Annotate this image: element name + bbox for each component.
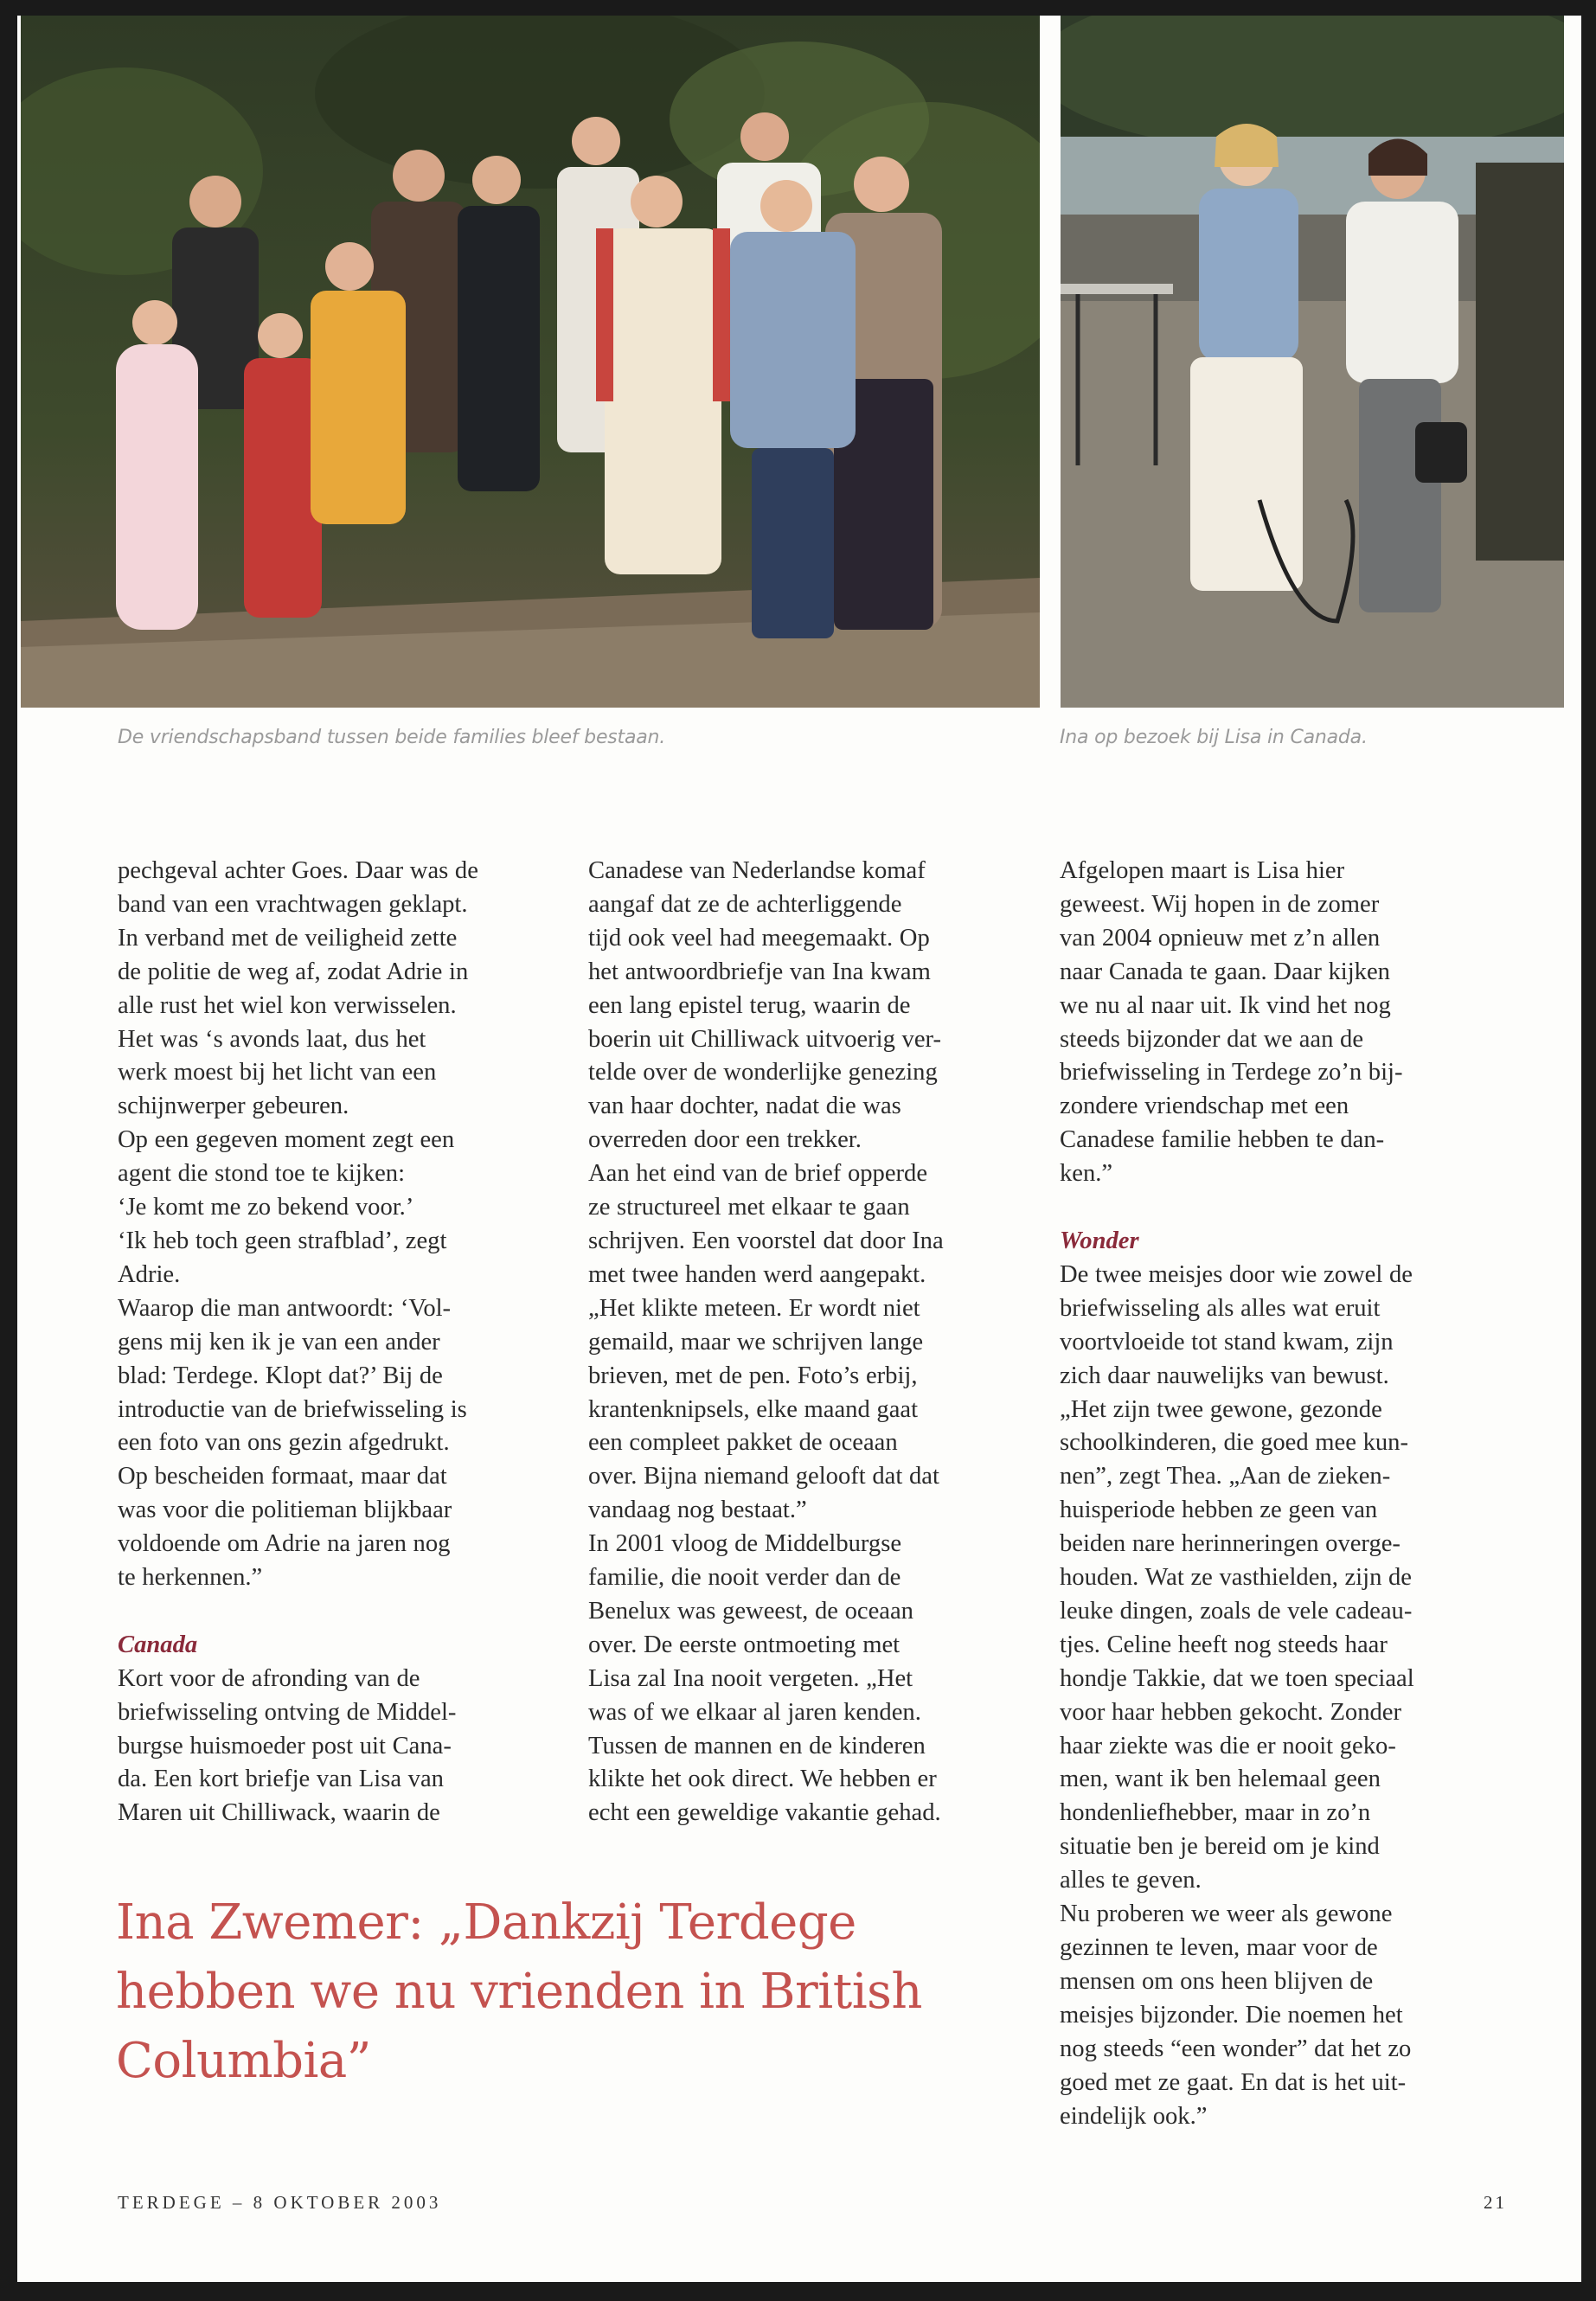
text-line: naar Canada te gaan. Daar kijken <box>1060 958 1390 985</box>
text-line: Waarop die man antwoordt: ‘Vol- <box>118 1294 452 1322</box>
text-line: ‘Ik heb toch geen strafblad’, zegt <box>118 1227 447 1254</box>
text-line: steeds bijzonder dat we aan de <box>1060 1025 1364 1053</box>
text-line: pechgeval achter Goes. Daar was de <box>118 857 478 884</box>
text-line: Benelux was geweest, de oceaan <box>588 1597 913 1625</box>
text-line: schoolkinderen, die goed mee kun- <box>1060 1429 1408 1457</box>
text-line: hondje Takkie, dat we toen speciaal <box>1060 1664 1414 1692</box>
pull-quote-line: Columbia” <box>116 2033 371 2089</box>
text-line: Tussen de mannen en de kinderen <box>588 1732 926 1759</box>
text-line: van 2004 opnieuw met z’n allen <box>1060 924 1381 952</box>
text-line: „Het klikte meteen. Er wordt niet <box>588 1294 920 1322</box>
text-line: tijd ook veel had meegemaakt. Op <box>588 924 930 952</box>
text-line: Lisa zal Ina nooit vergeten. „Het <box>588 1664 913 1692</box>
text-line: nog steeds “een wonder” dat het zo <box>1060 2035 1412 2062</box>
right-photo-caption: Ina op bezoek bij Lisa in Canada. <box>1060 727 1368 748</box>
left-photo-caption: De vriendschapsband tussen beide families bleef bestaan. <box>118 727 666 748</box>
text-line: we nu al naar uit. Ik vind het nog <box>1060 991 1391 1019</box>
text-line: de politie de weg af, zodat Adrie in <box>118 958 469 985</box>
text-line: „Het zijn twee gewone, gezonde <box>1060 1395 1382 1423</box>
text-line: telde over de wonderlijke genezing <box>588 1059 938 1086</box>
text-line: ze structureel met elkaar te gaan <box>588 1194 910 1221</box>
text-line: over. Bijna niemand gelooft dat dat <box>588 1463 939 1490</box>
text-line: over. De eerste ontmoeting met <box>588 1631 901 1658</box>
text-line: een foto van ons gezin afgedrukt. <box>118 1429 450 1457</box>
text-line: brieven, met de pen. Foto’s erbij, <box>588 1362 918 1389</box>
text-line: gemaild, maar we schrijven lange <box>588 1328 924 1356</box>
text-line: zich daar nauwelijks van bewust. <box>1060 1362 1389 1389</box>
text-line: nen”, zegt Thea. „Aan de zieken- <box>1060 1463 1391 1490</box>
text-line: klikte het ook direct. We hebben er <box>588 1766 937 1793</box>
text-line: Maren uit Chilliwack, waarin de <box>118 1799 440 1827</box>
text-line: Aan het eind van de brief opperde <box>588 1160 928 1188</box>
text-line <box>1060 1191 1509 1225</box>
text-line: Adrie. <box>118 1260 181 1288</box>
text-line: houden. Wat ze vasthielden, zijn de <box>1060 1564 1413 1592</box>
text-line: overreden door een trekker. <box>588 1126 862 1154</box>
text-line: boerin uit Chilliwack uitvoerig ver- <box>588 1025 941 1053</box>
text-line: aangaf dat ze de achterliggende <box>588 890 902 918</box>
section-subhead: Wonder <box>1060 1227 1139 1254</box>
text-line: alles te geven. <box>1060 1867 1202 1894</box>
text-line: situatie ben je bereid om je kind <box>1060 1833 1380 1861</box>
text-line: voortvloeide tot stand kwam, zijn <box>1060 1328 1394 1356</box>
text-line: was voor die politieman blijkbaar <box>118 1497 452 1524</box>
text-line: vandaag nog bestaat.” <box>588 1497 807 1524</box>
text-line: echt een geweldige vakantie gehad. <box>588 1799 941 1827</box>
text-line: schrijven. Een voorstel dat door Ina <box>588 1227 944 1254</box>
text-column-1 <box>118 855 567 1830</box>
text-line: briefwisseling in Terdege zo’n bij- <box>1060 1059 1403 1086</box>
text-column-3 <box>1060 855 1509 2133</box>
text-line: beiden nare herinneringen overge- <box>1060 1530 1401 1558</box>
text-line: da. Een kort briefje van Lisa van <box>118 1766 444 1793</box>
magazine-page <box>17 16 1581 2282</box>
text-line: schijnwerper gebeuren. <box>118 1093 349 1120</box>
text-column-2 <box>588 855 1038 1830</box>
text-line: agent die stond toe te kijken: <box>118 1160 406 1188</box>
text-line: gens mij ken ik je van een ander <box>118 1328 440 1356</box>
text-line: van haar dochter, nadat die was <box>588 1093 901 1120</box>
text-line: eindelijk ook.” <box>1060 2102 1208 2130</box>
text-line: In 2001 vloog de Middelburgse <box>588 1530 902 1558</box>
text-line: tjes. Celine heeft nog steeds haar <box>1060 1631 1388 1658</box>
publication-footer: TERDEGE – 8 OKTOBER 2003 <box>118 2192 442 2213</box>
section-subhead: Canada <box>118 1631 198 1658</box>
family-group-photo <box>21 16 1040 708</box>
text-line: introductie van de briefwisseling is <box>118 1395 467 1423</box>
text-line: In verband met de veiligheid zette <box>118 924 458 952</box>
text-line: ‘Je komt me zo bekend voor.’ <box>118 1194 414 1221</box>
text-line: voldoende om Adrie na jaren nog <box>118 1530 451 1558</box>
text-line: briefwisseling als alles wat eruit <box>1060 1294 1381 1322</box>
text-line: leuke dingen, zoals de vele cadeau- <box>1060 1597 1413 1625</box>
ina-lisa-photo <box>1061 16 1564 708</box>
text-line: gezinnen te leven, maar voor de <box>1060 1934 1378 1961</box>
text-line: Nu proberen we weer als gewone <box>1060 1900 1393 1928</box>
text-line: was of we elkaar al jaren kenden. <box>588 1698 921 1726</box>
text-line: huisperiode hebben ze geen van <box>1060 1497 1378 1524</box>
text-line: blad: Terdege. Klopt dat?’ Bij de <box>118 1362 443 1389</box>
text-line: band van een vrachtwagen geklapt. <box>118 890 468 918</box>
text-line: burgse huismoeder post uit Cana- <box>118 1732 452 1759</box>
text-line: De twee meisjes door wie zowel de <box>1060 1260 1413 1288</box>
text-line: krantenknipsels, elke maand gaat <box>588 1395 919 1423</box>
text-line: voor haar hebben gekocht. Zonder <box>1060 1698 1402 1726</box>
pull-quote-line: Ina Zwemer: „Dankzij Terdege <box>116 1894 856 1951</box>
text-line: zondere vriendschap met een <box>1060 1093 1349 1120</box>
text-line: familie, die nooit verder dan de <box>588 1564 901 1592</box>
text-line: Op een gegeven moment zegt een <box>118 1126 455 1154</box>
text-line: mensen om ons heen blijven de <box>1060 1967 1374 1995</box>
text-line: Canadese familie hebben te dan- <box>1060 1126 1385 1154</box>
text-line: te herkennen.” <box>118 1564 263 1592</box>
text-line: het antwoordbriefje van Ina kwam <box>588 958 931 985</box>
text-line: Het was ‘s avonds laat, dus het <box>118 1025 426 1053</box>
text-line: Afgelopen maart is Lisa hier <box>1060 857 1345 884</box>
text-line: hondenliefhebber, maar in zo’n <box>1060 1799 1371 1827</box>
text-line: briefwisseling ontving de Middel- <box>118 1698 457 1726</box>
page-number: 21 <box>1484 2192 1507 2213</box>
text-line: een lang epistel terug, waarin de <box>588 991 911 1019</box>
text-line: met twee handen werd aangepakt. <box>588 1260 926 1288</box>
text-line: ken.” <box>1060 1160 1113 1188</box>
text-line: geweest. Wij hopen in de zomer <box>1060 890 1380 918</box>
pull-quote <box>116 1888 922 2096</box>
text-line: haar ziekte was die er nooit geko- <box>1060 1732 1396 1759</box>
text-line: Kort voor de afronding van de <box>118 1664 420 1692</box>
text-line: werk moest bij het licht van een <box>118 1059 437 1086</box>
text-line: Op bescheiden formaat, maar dat <box>118 1463 447 1490</box>
text-line: meisjes bijzonder. Die noemen het <box>1060 2001 1403 2029</box>
pull-quote-line: hebben we nu vrienden in British <box>116 1964 922 2020</box>
text-line: alle rust het wiel kon verwisselen. <box>118 991 457 1019</box>
text-line: goed met ze gaat. En dat is het uit- <box>1060 2068 1407 2096</box>
text-line <box>118 1595 567 1629</box>
text-line: Canadese van Nederlandse komaf <box>588 857 926 884</box>
text-line: men, want ik ben helemaal geen <box>1060 1766 1381 1793</box>
text-line: een compleet pakket de oceaan <box>588 1429 898 1457</box>
